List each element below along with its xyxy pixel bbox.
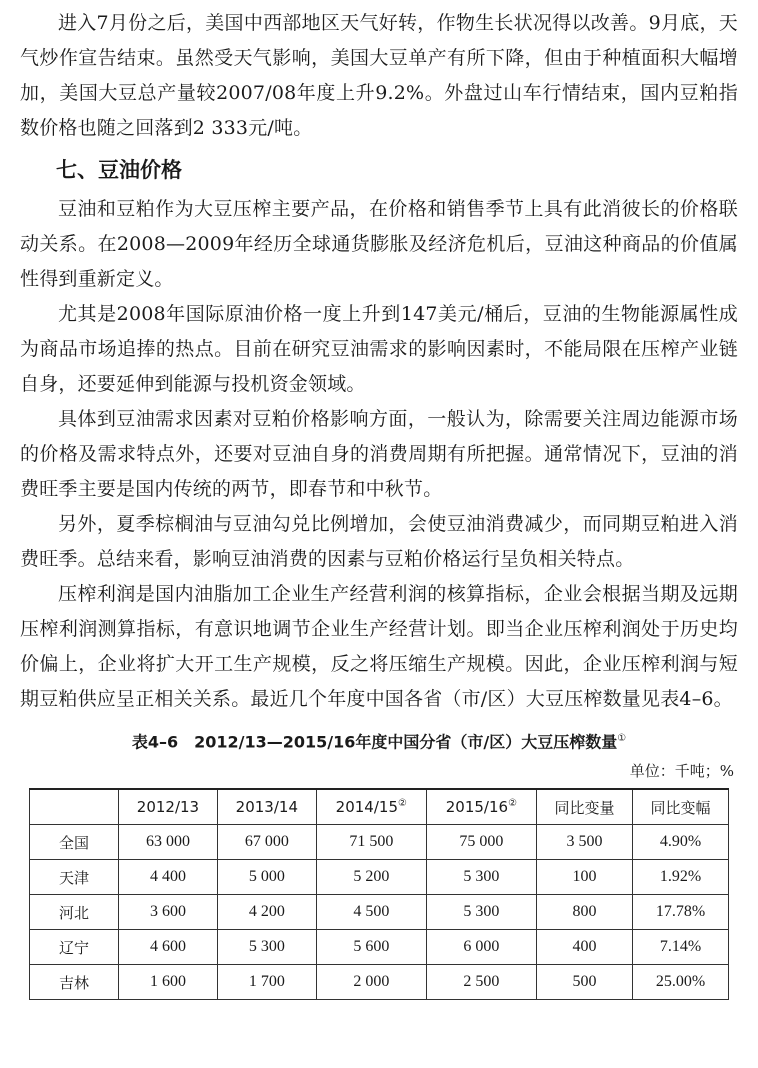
value-cell: 500 — [536, 965, 632, 1000]
value-cell: 2 000 — [316, 965, 426, 1000]
value-cell: 4.90% — [632, 825, 728, 860]
value-cell: 17.78% — [632, 895, 728, 930]
value-cell: 5 000 — [217, 860, 316, 895]
header-label: 2013/14 — [235, 798, 298, 817]
value-cell: 3 600 — [119, 895, 218, 930]
value-cell: 7.14% — [632, 930, 728, 965]
value-cell: 4 500 — [316, 895, 426, 930]
table-row — [30, 860, 729, 895]
value-cell: 1 700 — [217, 965, 316, 1000]
value-cell: 6 000 — [426, 930, 536, 965]
body-text — [20, 192, 738, 717]
value-cell: 1.92% — [632, 860, 728, 895]
top-text — [20, 6, 738, 146]
table-title — [20, 727, 738, 754]
value-cell: 400 — [536, 930, 632, 965]
table-header-cell — [119, 789, 218, 825]
table-header-cell — [316, 789, 426, 825]
header-label: 2014/15 — [335, 798, 398, 817]
paragraph: 具体到豆油需求因素对豆粕价格影响方面，一般认为，除需要关注周边能源市场的价格及需求特点外，还要对豆油自身的消费周期有所把握。通常情况下，豆油的消费旺季主要是国内传统的两节，即春节和中秋节。 — [20, 408, 738, 500]
table-header-cell — [536, 789, 632, 825]
table-row — [30, 965, 729, 1000]
value-cell: 75 000 — [426, 825, 536, 860]
value-cell: 4 200 — [217, 895, 316, 930]
table-row — [30, 895, 729, 930]
value-cell: 4 400 — [119, 860, 218, 895]
region-cell: 河北 — [30, 895, 119, 930]
value-cell: 63 000 — [119, 825, 218, 860]
paragraph: 另外，夏季棕榈油与豆油勾兑比例增加，会使豆油消费减少，而同期豆粕进入消费旺季。总结来看，影响豆油消费的因素与豆粕价格运行呈负相关特点。 — [20, 513, 738, 570]
value-cell: 5 300 — [217, 930, 316, 965]
value-cell: 4 600 — [119, 930, 218, 965]
region-cell: 全国 — [30, 825, 119, 860]
table-header-cell — [30, 789, 119, 825]
paragraph-intro: 进入7月份之后，美国中西部地区天气好转，作物生长状况得以改善。9月底，天气炒作宣告结束。虽然受天气影响，美国大豆单产有所下降，但由于种植面积大幅增加，美国大豆总产量较2007/08年度上升9.2%。外盘过山车行情结束，国内豆粕指数价格也随之回落到2 333元/吨。 — [20, 12, 738, 139]
crush-volume-table — [29, 788, 729, 1000]
value-cell: 5 300 — [426, 895, 536, 930]
value-cell: 1 600 — [119, 965, 218, 1000]
region-cell: 吉林 — [30, 965, 119, 1000]
table-row — [30, 825, 729, 860]
value-cell: 2 500 — [426, 965, 536, 1000]
table-row — [30, 930, 729, 965]
value-cell: 5 600 — [316, 930, 426, 965]
table-title-text: 表4–6 2012/13—2015/16年度中国分省（市/区）大豆压榨数量 — [131, 732, 618, 752]
table-title-note: ① — [617, 733, 627, 744]
header-label: 2012/13 — [136, 798, 200, 817]
table-header-cell — [217, 789, 316, 825]
value-cell: 800 — [536, 895, 632, 930]
header-label: 同比变量 — [554, 798, 615, 817]
table-unit-note: 单位：千吨；% — [629, 762, 734, 781]
paragraph: 豆油和豆粕作为大豆压榨主要产品，在价格和销售季节上具有此消彼长的价格联动关系。在2008—2009年经历全球通货膨胀及经济危机后，豆油这种商品的价值属性得到重新定义。 — [20, 198, 738, 290]
paragraph: 尤其是2008年国际原油价格一度上升到147美元/桶后，豆油的生物能源属性成为商品市场追捧的热点。目前在研究豆油需求的影响因素时，不能局限在压榨产业链自身，还要延伸到能源与投机资金领域。 — [20, 303, 738, 395]
region-cell: 辽宁 — [30, 930, 119, 965]
value-cell: 67 000 — [217, 825, 316, 860]
header-note: ② — [398, 798, 407, 810]
paragraph: 压榨利润是国内油脂加工企业生产经营利润的核算指标，企业会根据当期及远期压榨利润测算指标，有意识地调节企业生产经营计划。即当企业压榨利润处于历史均价偏上，企业将扩大开工生产规模，反之将压缩生产规模。因此，企业压榨利润与短期豆粕供应呈正相关关系。最近几个年度中国各省（市/区）大豆压榨数量见表4–6。 — [20, 583, 738, 710]
value-cell: 3 500 — [536, 825, 632, 860]
section-heading: 七、豆油价格 — [56, 158, 182, 182]
header-note: ② — [508, 798, 518, 810]
region-cell: 天津 — [30, 860, 119, 895]
value-cell: 5 300 — [426, 860, 536, 895]
value-cell: 25.00% — [632, 965, 728, 1000]
value-cell: 71 500 — [316, 825, 426, 860]
header-label: 2015/16 — [445, 798, 509, 817]
table-body — [30, 825, 729, 1000]
table-header-cell — [632, 789, 728, 825]
value-cell: 5 200 — [316, 860, 426, 895]
table-header-row — [30, 789, 729, 825]
value-cell: 100 — [536, 860, 632, 895]
header-label: 同比变幅 — [650, 798, 711, 817]
table-header-cell — [426, 789, 536, 825]
